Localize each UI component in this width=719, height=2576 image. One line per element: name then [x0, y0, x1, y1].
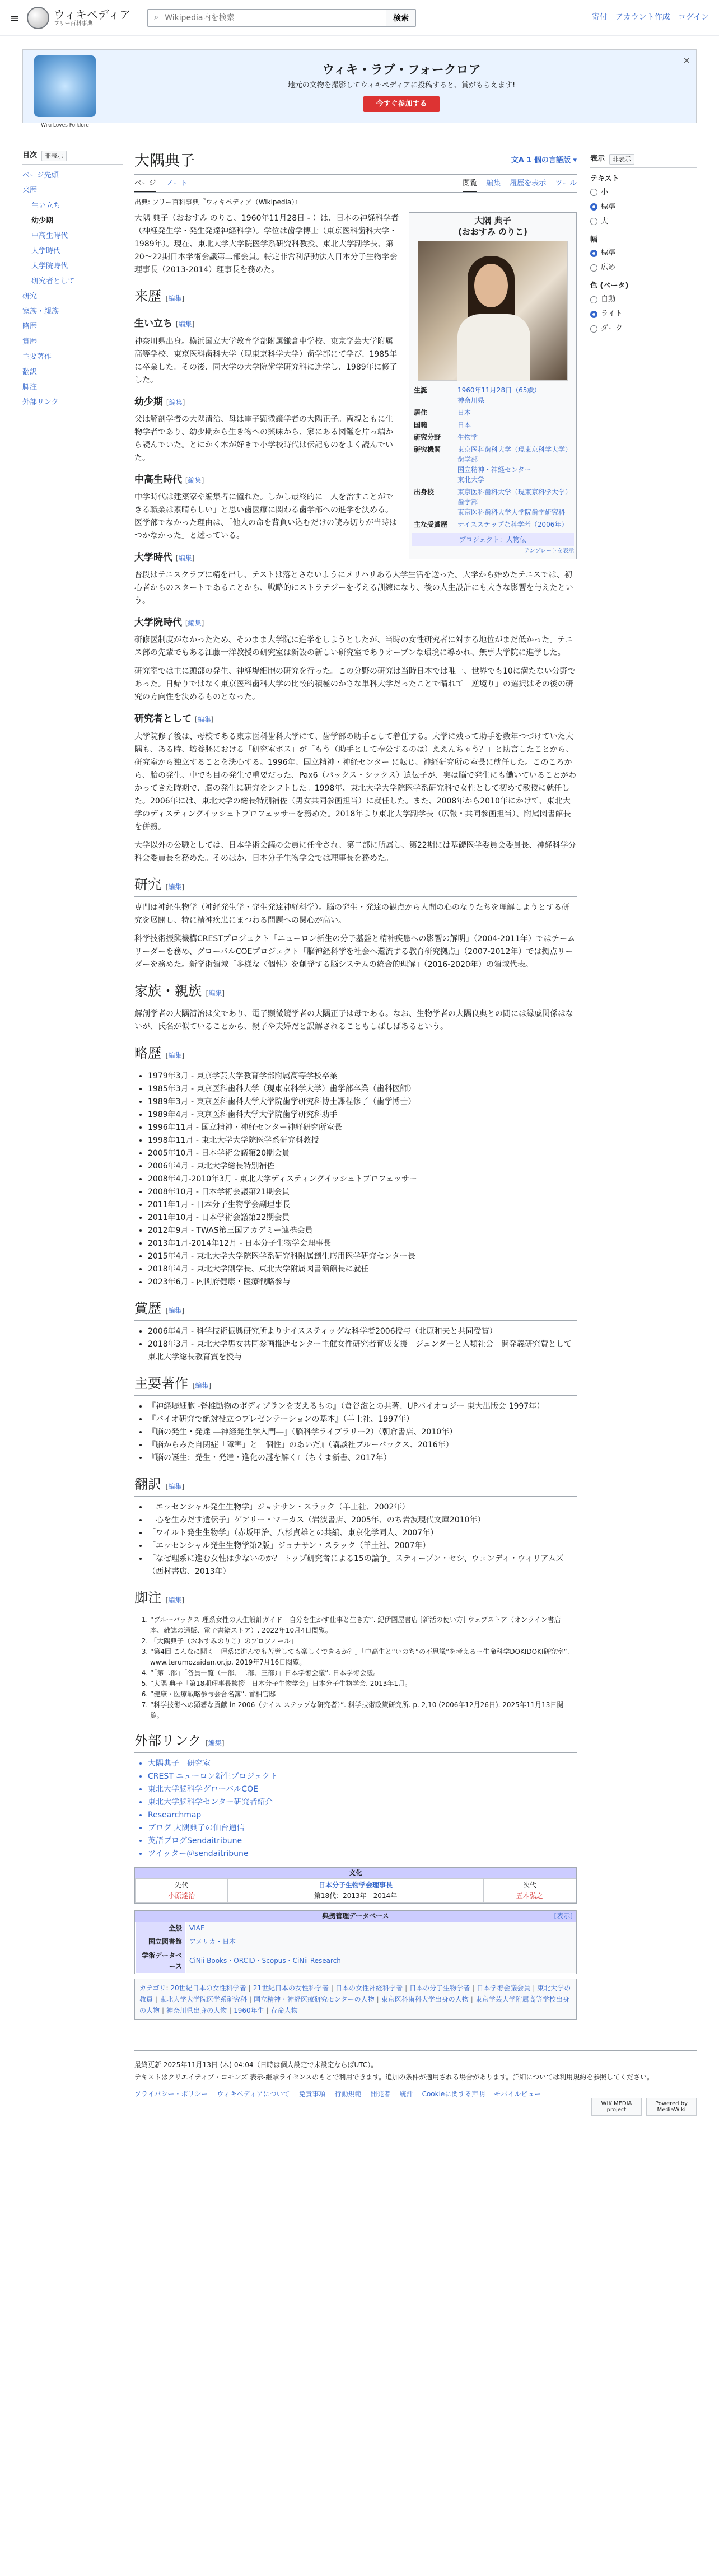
appearance-option[interactable] [590, 260, 697, 275]
banner-description: 地元の文物を撮影してウィキペディアに投稿すると、賞がもらえます! [287, 81, 516, 90]
appearance-title: 表示 [590, 155, 605, 163]
category-separator: | [405, 1984, 408, 1992]
toc-title: 目次 [22, 151, 38, 160]
logo-subtitle: フリー百科事典 [54, 20, 93, 27]
edit-link[interactable]: 編集 [208, 989, 222, 997]
infobox-key: 居住 [414, 409, 428, 417]
edit-link[interactable]: 編集 [168, 1051, 182, 1059]
list-item: • 2008年10月 - 日本学術会議第21期会員 [148, 1186, 577, 1199]
radio-button[interactable] [590, 311, 597, 318]
reference-item: 5. “大隅 典子「第18期理事長挨拶 - 日本分子生物学会」日本分子生物学会. 2013年1月。 [150, 1679, 577, 1689]
toc-item[interactable]: 大学時代 [31, 246, 61, 255]
external-link[interactable]: • 東北大学脳科学センター研究者紹介 [148, 1796, 577, 1809]
references-list [150, 1615, 577, 1721]
infobox-value: 生物学 [457, 433, 478, 442]
edit-link[interactable]: 編集 [169, 398, 183, 406]
list-item: • 「エッセンシャル発生生物学」ジョナサン・スラック（羊土社、2002年） [148, 1501, 577, 1514]
authority-key: 全般 [136, 1922, 186, 1935]
banner-title: ウィキ・ラブ・フォークロア [322, 63, 481, 77]
section-works-title: 主要著作 [134, 1375, 188, 1391]
list-item: • 2018年3月 - 東北大学男女共同参画推進センター主催女性研究者育成支援「ジェンダーと人類社会」開発義研究費として東北大学総長教育賞を授与 [148, 1338, 577, 1364]
page-tabs [134, 178, 577, 193]
section-history: 来歴 [編集] [134, 287, 577, 308]
header [0, 0, 719, 36]
section-high: 中高生時代 [編集] [134, 474, 204, 485]
list-item: • 2012年9月 - TWAS第三国アカデミー連携会員 [148, 1224, 577, 1237]
language-button[interactable]: 文A 1 個の言語版 ▾ [511, 156, 577, 165]
researcher-paragraph-2: 大学以外の公職としては、日本学術会議の会員に任命され、第二部に所属し、第22期には基礎医学委員会委員長、神経科学分科会委員長を務めた。そのほか、日本分子生物学会では理事長を務めた。 [134, 840, 576, 863]
tab-talk[interactable]: ノート [166, 179, 188, 188]
infobox-key: 国籍 [414, 421, 428, 429]
radio-button[interactable] [590, 203, 597, 211]
category-link[interactable]: 21世紀日本の女性科学者 [253, 1984, 329, 1992]
section-awards: 賞歴 [編集] [134, 1299, 577, 1321]
appearance-option-label: 大 [601, 217, 609, 226]
footer-link[interactable]: 開発者 [370, 2090, 391, 2098]
toc-item[interactable]: 翻訳 [22, 367, 38, 376]
category-link[interactable]: 20世紀日本の女性科学者 [170, 1984, 246, 1992]
footer-link[interactable]: 統計 [399, 2090, 413, 2098]
section-child: 幼少期 [編集] [134, 396, 185, 408]
list-item: • 『神経堤細胞 -脊椎動物のボディプランを支えるもの』（倉谷滋との共著、UPバイオロジー 東大出版会 1997年） [148, 1400, 577, 1413]
section-external-links: 外部リンク [編集] [134, 1731, 577, 1753]
reference-item: 2. 「大隅典子（おおすみのりこ）のプロフィール」 [150, 1636, 577, 1647]
text-size-label: テキスト [590, 174, 619, 183]
search-box [147, 9, 416, 27]
radio-button[interactable] [590, 296, 597, 303]
toc-item[interactable]: 研究者として [31, 277, 76, 286]
edit-link[interactable]: 編集 [195, 1381, 209, 1390]
category-link[interactable]: 日本の女性神経科学者 [335, 1984, 403, 1992]
appearance-option[interactable] [590, 321, 697, 336]
list-item: • 『脳の誕生：発生・発達・進化の謎を解く』（ちくま新書、2017年） [148, 1452, 577, 1465]
toc-item[interactable]: 大学院時代 [31, 261, 68, 270]
toc-item[interactable]: 略歴 [22, 322, 38, 331]
category-separator: | [376, 1995, 379, 2003]
edit-link[interactable]: 編集 [168, 294, 182, 303]
navbox-next[interactable]: 五木弘之 [516, 1891, 543, 1900]
authority-control [134, 1910, 577, 1974]
section-works: 主要著作 [編集] [134, 1374, 577, 1396]
section-child-title: 幼少期 [134, 396, 163, 408]
section-family-title: 家族・親族 [134, 983, 202, 999]
tab-history[interactable]: 履歴を表示 [510, 179, 547, 188]
infobox-reading: (おおすみ のりこ) [458, 227, 527, 237]
authority-key: 学術データベース [136, 1949, 186, 1973]
navbox-center-detail: 第18代：2013年 - 2014年 [314, 1891, 398, 1900]
category-link[interactable]: 1960年生 [234, 2007, 264, 2014]
category-separator: | [472, 1984, 475, 1992]
radio-button[interactable] [590, 325, 597, 333]
section-career: 略歴 [編集] [134, 1044, 577, 1065]
list-item: • 1989年3月 - 東京医科歯科大学大学院歯学研究科博士課程修了（歯学博士） [148, 1096, 577, 1109]
appearance-option-label: 広め [601, 263, 616, 272]
logo-title: ウィキペディア [54, 7, 131, 21]
toc-item[interactable]: 来歴 [22, 186, 38, 195]
infobox-key: 主な受賞歴 [414, 521, 448, 529]
donate-link[interactable]: 寄付 [591, 13, 608, 22]
category-link[interactable]: 東京医科歯科大学出身の人物 [381, 1995, 469, 2003]
tab-tools[interactable]: ツール [555, 179, 577, 188]
footer-link[interactable]: ウィキペディアについて [217, 2090, 290, 2098]
infobox-name: 大隅 典子 [474, 216, 511, 226]
appearance-panel [590, 123, 697, 2037]
tab-edit[interactable]: 編集 [486, 179, 501, 188]
researcher-paragraph-1: 大学院修了後は、母校である東京医科歯科大学にて、歯学部の助手として着任する。大学に残って助手を数年つづけていた大隅も、ある時、培養胚における「研究室ボス」が「もう（助手として奉公するのは）ええんちゃう？」と助言したことから、研究室から独立することを決心する。1996年、国立精神・神経センター に転じ、神経研究所の室長に就任した。このころから、胎の発生、中でも目の発生で重要だった、Pax6（パックス・シックス）遺伝子が、実は脳で発生にも働いていることがわかってきた時期で、脳の発生に研究をシフトした。1998年、東北大学大学院医学系研究科で女性として初めて教授に就任した。2006年には、東北大学の総長特別補佐（男女共同参画担当）に就任した。また、2008年から2010年にかけて、東北大学のディスティングイッシュトプロフェッサーを務めた。2018年より東北大学副学長（広報・共同参画担当）、附属図書館長を併務。 [134, 732, 577, 831]
awards-list [148, 1325, 577, 1364]
section-grad: 大学院時代 [編集] [134, 617, 204, 629]
section-translations-title: 翻訳 [134, 1476, 161, 1492]
radio-button[interactable] [590, 264, 597, 272]
appearance-option-label: 小 [601, 188, 609, 197]
radio-button[interactable] [590, 218, 597, 225]
login-link[interactable]: ログイン [678, 13, 709, 22]
article-content [134, 123, 577, 2037]
infobox-value: 日本 [457, 409, 471, 417]
list-item: • 1989年4月 - 東京医科歯科大学大学院歯学研究科助手 [148, 1109, 577, 1121]
list-item: • 2023年6月 - 内閣府健康・医療戦略参与 [148, 1276, 577, 1289]
category-separator: | [249, 1995, 252, 2003]
categories-label[interactable]: カテゴリ [139, 1984, 166, 1992]
external-link[interactable]: • 東北大学脳科学グローバルCOE [148, 1783, 577, 1796]
category-separator: | [533, 1984, 535, 1992]
appearance-option-label: ライト [601, 310, 623, 319]
succession-navbox [134, 1867, 577, 1904]
list-item: • 2015年4月 - 東北大学大学院医学系研究科附属創生応用医学研究センター長 [148, 1250, 577, 1263]
section-grad-title: 大学院時代 [134, 617, 182, 629]
tab-page[interactable]: ページ [134, 178, 156, 192]
category-link[interactable]: 神奈川県出身の人物 [166, 2007, 227, 2014]
birth-paragraph: 神奈川県出身。横浜国立大学教育学部附属鎌倉中学校、東京学芸大学附属高等学校、東京医科歯科大学（現東京科学大学）歯学部にて学び、1985年に卒業した。その後、同大学の大学院歯学研究科に進学し、1989年に修了した。 [134, 336, 398, 385]
external-link[interactable]: • 英語ブログSendaitribune [148, 1835, 577, 1848]
toc-item[interactable]: 研究 [22, 292, 38, 301]
appearance-option[interactable] [590, 200, 697, 214]
category-separator: | [162, 2007, 165, 2014]
page-title-text: 大隅典子 [134, 152, 195, 170]
infobox-value: 1960年11月28日（65歳） 神奈川県 [457, 386, 541, 405]
list-item: • 『脳からみた自閉症「障害」と「個性」のあいだ』（講談社ブルーバックス、2016年） [148, 1439, 577, 1452]
appearance-option-label: ダーク [601, 324, 623, 333]
infobox-key: 研究機関 [414, 446, 441, 454]
child-paragraph: 父は解剖学者の大隅清治、母は電子顕微鏡学者の大隅正子。両親ともに生物学者であり、幼少期から生き物への興味から、家にある図鑑を片っ端から読んでいた。とにかく本が好きで小学校時代は伝記ものをよく読んでいた。 [134, 414, 393, 462]
list-item: • 「なぜ理系に進む女性は少ないのか？ トップ研究者による15の論争」スティーブン・セシ、ウェンディ・ウィリアムズ（西村書店、2013年） [148, 1553, 577, 1578]
list-item: • 2013年1月-2014年12月 - 日本分子生物学会理事長 [148, 1237, 577, 1250]
search-button[interactable]: 検索 [386, 10, 415, 26]
family-paragraph: 解剖学者の大隅清治は父であり、電子顕微鏡学者の大隅正子は母である。なお、生物学者の大隅良典との間には縁戚関係はないが、氏名が似ていることから、親子や夫婦だと誤解されることもしばしばあるという。 [134, 1009, 573, 1031]
appearance-option[interactable] [590, 246, 697, 260]
edit-link[interactable]: 編集 [188, 476, 202, 484]
category-separator: | [229, 2007, 232, 2014]
section-research: 研究 [編集] [134, 875, 577, 897]
section-references-title: 脚注 [134, 1589, 161, 1606]
external-link[interactable]: • ブログ 大隅典子の仙台通信 [148, 1822, 577, 1835]
section-awards-title: 賞歴 [134, 1300, 161, 1316]
navbox-prev-label: 先代 [175, 1881, 189, 1889]
toc-item[interactable]: ページ先頭 [22, 171, 59, 180]
external-links-list [148, 1757, 577, 1860]
authority-show-button[interactable]: [表示] [554, 1912, 573, 1920]
section-univ: 大学時代 [編集] [134, 551, 195, 563]
edit-link[interactable]: 編集 [197, 716, 211, 724]
list-item: • 「エッセンシャル発生生物学第2版」ジョナサン・スラック（羊土社、2007年） [148, 1540, 577, 1553]
category-link[interactable]: 国立精神・神経医療研究センターの人物 [254, 1995, 375, 2003]
career-list [148, 1070, 577, 1289]
section-high-title: 中高生時代 [134, 474, 182, 485]
list-item: • 2008年4月-2010年3月 - 東北大学ディスティングイッシュトプロフェッサー [148, 1173, 577, 1186]
appearance-option-label: 標準 [601, 249, 616, 258]
appearance-option[interactable] [590, 185, 697, 200]
portrait-photo[interactable] [418, 241, 568, 381]
license-text: テキストはクリエイティブ・コモンズ 表示-継承ライセンスのもとで利用できます。追加の条件が適用される場合があります。詳細については利用規約を参照してください。 [134, 2073, 654, 2081]
list-item: • 1979年3月 - 東京学芸大学教育学部附属高等学校卒業 [148, 1070, 577, 1083]
navbox-prev[interactable]: 小原達治 [168, 1891, 195, 1900]
navbox-header: 文化 [135, 1868, 576, 1878]
footer-link[interactable]: プライバシー・ポリシー [134, 2090, 208, 2098]
section-birth: 生い立ち [編集] [134, 318, 195, 330]
appearance-option[interactable] [590, 292, 697, 307]
radio-button[interactable] [590, 189, 597, 196]
authority-key: 国立図書館 [136, 1935, 186, 1949]
wikimedia-badge[interactable]: WIKIMEDIA project [591, 2098, 642, 2116]
reference-item: 1. “ブルーバックス 理系女性の人生設計ガイド―自分を生かす仕事と生き方”. 紀伊國屋書店 [新活の使い方] ウェブストア（オンライン書店 - 本、雑誌の通販、電子書籍ストア）. 2022年10月4日閲覧。 [150, 1615, 577, 1636]
footer-link[interactable]: 免責事項 [298, 2090, 326, 2098]
toc-item[interactable]: 主要著作 [22, 352, 52, 361]
banner-join-button[interactable]: 今すぐ参加する [363, 96, 439, 113]
mediawiki-badge[interactable]: Powered by MediaWiki [646, 2098, 697, 2116]
list-item: • 『バイオ研究で絶対役立つプレゼンテーションの基本』（羊土社、1997年） [148, 1413, 577, 1426]
infobox-key: 研究分野 [414, 433, 441, 442]
banner-image-caption: Wiki Loves Folklore [41, 123, 89, 128]
portal-link[interactable]: プロジェクト：人物伝 [459, 536, 526, 544]
infobox [409, 212, 577, 559]
reference-item: 4. “「第二部」「各員一覧（一部、二部、三部）」日本学術会議”. 日本学術会議。 [150, 1668, 577, 1679]
footer [134, 2050, 697, 2134]
toc-hide-button[interactable]: 非表示 [41, 151, 67, 162]
infobox-value: 東京医科歯科大学（現東京科学大学）歯学部 東京医科歯科大学大学院歯学研究科 [457, 488, 572, 517]
section-references: 脚注 [編集] [134, 1588, 577, 1610]
page-title [134, 149, 577, 175]
category-link[interactable]: 東北大学大学院医学系研究科 [160, 1995, 248, 2003]
last-updated: 最終更新 2025年11月13日 (木) 04:04（日時は個人設定で未設定ならばUTC）。 [134, 2061, 378, 2069]
section-family: 家族・親族 [編集] [134, 981, 577, 1003]
category-separator: | [248, 1984, 251, 1992]
category-separator: | [470, 1995, 473, 2003]
section-birth-title: 生い立ち [134, 318, 172, 330]
category-separator: | [266, 2007, 269, 2014]
list-item: • 2011年1月 - 日本分子生物学会副理事長 [148, 1199, 577, 1212]
category-link[interactable]: 日本の分子生物学者 [409, 1984, 470, 1992]
list-item: • 「心を生みだす遺伝子」ゲアリー・マーカス（岩波書店、2005年、のち岩波現代文庫2010年） [148, 1514, 577, 1527]
section-translations: 翻訳 [編集] [134, 1475, 577, 1497]
section-researcher: 研究者として [編集] [134, 713, 214, 725]
edit-link[interactable]: 編集 [208, 1738, 222, 1747]
list-item: • 2006年4月 - 東北大学総長特別補佐 [148, 1160, 577, 1173]
section-researcher-title: 研究者として [134, 713, 192, 725]
list-item: • 1996年11月 - 国立精神・神経センター神経研究所室長 [148, 1121, 577, 1134]
campaign-banner [22, 49, 697, 128]
language-count: 1 個の言語版 [526, 156, 571, 165]
category-link[interactable]: 東北大学の教員 [139, 1984, 571, 2003]
edit-link[interactable]: 編集 [188, 619, 202, 628]
grad-paragraph-2: 研究室では主に頭部の発生、神経堤細胞の研究を行った。この分野の研究は当時日本では唯一、世界でも10に満たない分野であった。日帰りではなく東京医科歯科大学の比較的積極のかさな単科大学だったことで晴れて「逆境り」の選択はその後の研究の方向性を決めるものとなった。 [134, 667, 576, 702]
template-link[interactable]: テンプレートを表示 [524, 548, 574, 555]
source-note: 出典: フリー百科事典『ウィキペディア（Wikipedia）』 [134, 198, 302, 207]
radio-button[interactable] [590, 250, 597, 257]
section-research-title: 研究 [134, 876, 161, 892]
navbox-next-label: 次代 [522, 1881, 536, 1889]
appearance-option[interactable] [590, 307, 697, 321]
color-label: 色 (ベータ) [590, 282, 629, 291]
list-item: • 2006年4月 - 科学技術振興研究所よりナイススティッグな科学者2006授与（北原和夫と共同受賞） [148, 1325, 577, 1338]
infobox-value: 東京医科歯科大学（現東京科学大学）歯学部 国立精神・神経センター 東北大学 [457, 446, 572, 484]
infobox-key: 生誕 [414, 386, 428, 395]
edit-link[interactable]: 編集 [168, 1482, 182, 1490]
intro-paragraph: 大隅 典子（おおすみ のりこ、1960年11月28日 - ）は、日本の神経科学者（神経発生学・発生発達神経科学）。学位は歯学博士（東京医科歯科大学・1989年）。現在、東北大学大学院医学系研究科教授、東北大学副学長、第20〜22期日本学術会議第二部会員。特定非営利活動法人日本分子生物学会理事長（2013-2014）理事長を務めた。 [134, 214, 399, 275]
search-icon: ⌕ [154, 13, 159, 22]
appearance-option[interactable] [590, 214, 697, 229]
list-item: • 『脳の発生・発達 ―神経発生学入門―』（脳科学ライブラリー2）（朝倉書店、2010年） [148, 1426, 577, 1439]
list-item: • 「ワイルト発生生物学」（赤坂甲治、八杉貞雄との共編、東京化学同人、2007年） [148, 1527, 577, 1540]
grad-paragraph-1: 研修医制度がなかったため、そのまま大学院に進学をしようとしたが、当時の女性研究者に対する地位がまだ低かった。テニス部の先輩でもある江藤一洋教授の研究室は新設の新しい研究室でありオープンな環境に導かれ、無事大学院に進学した。 [134, 635, 573, 658]
reference-item: 3. “第4回 こんなに聞く「理系に進んでも苦労しても楽しくできるか？」「中高生と“いのち”の不思議”を考えるー生命科学DOKIDOKI研究室”. www.terumozaidan.or.jp. 2019年7月16日閲覧。 [150, 1647, 577, 1668]
list-item: • 2011年10月 - 日本学術会議第22期会員 [148, 1212, 577, 1224]
category-box: カテゴリ: 20世紀日本の女性科学者 | 21世紀日本の女性科学者 | 日本の女性神経科学者 | 日本の分子生物学者 | 日本学術会議会員 | 東北大学の教員 | 東北大学大学院医学系研究科 | 国立精神・神経医療研究センターの人物 | 東京医科歯科大学出身の人物 | 東京学芸大学附属高等学校出身の人物 | 神奈川県出身の人物 | 1960年生 | 存命人物 [134, 1979, 577, 2020]
reference-item: 7. “科学技術への顕著な貢献 in 2006（ナイス ステップな研究者）”. 科学技術政策研究所. p. 2,10 (2006年12月26日). 2025年11月13日閲覧。 [150, 1700, 577, 1721]
section-external-links-title: 外部リンク [134, 1732, 202, 1748]
toc-item[interactable]: 賞歴 [22, 337, 38, 346]
research-paragraph-2: 科学技術振興機構CRESTプロジェクト「ニューロン新生の分子基盤と精神疾患への影響の解明」（2004-2011年）ではチームリーダーを務め、グローバルCOEプロジェクト「脳神経科学を社会へ還流する教育研究拠点」（2007-2012年）では拠点リーダーを務めた。新学術領域「多様な〈個性〉を創発する脳システムの統合的理解」（2016-2020年）の領域代表。 [134, 934, 575, 969]
tab-read[interactable]: 閲覧 [463, 178, 477, 192]
translations-list [148, 1501, 577, 1578]
infobox-key: 出身校 [414, 488, 435, 497]
high-paragraph: 中学時代は建築家や編集者に憧れた。しかし最終的に「人を治すことができる職業は素晴らしい」と思い歯医療に関わる歯学部への進学を決める。医学部でなかった理由は、「他人の命を背負い込むだけの読み切りが当時はつかなかった」と述っている。 [134, 492, 397, 540]
authority-header: 典拠管理データベース [322, 1912, 389, 1920]
navbox-center-title[interactable]: 日本分子生物学会理事長 [318, 1881, 393, 1889]
toc-item[interactable]: 外部リンク [22, 398, 59, 406]
works-list [148, 1400, 577, 1465]
wikipedia-logo[interactable] [27, 7, 130, 29]
reference-item: 6. “健康・医療戦略参与会合名簿”. 首相官邸 [150, 1689, 577, 1700]
appearance-option-label: 自動 [601, 295, 616, 304]
globe-icon [27, 7, 49, 29]
toc-item[interactable]: 幼少期 [31, 216, 54, 225]
research-paragraph-1: 専門は神経生物学（神経発生学・発生発達神経科学）。脳の発生・発達の観点から人間の心のなりたちを理解しようとする研究を展開し、特に精神疾患にまつわる問題への関心が高い。 [134, 903, 569, 925]
category-link[interactable]: 日本学術会議会員 [477, 1984, 531, 1992]
appearance-hide-button[interactable]: 非表示 [609, 154, 634, 165]
infobox-value: ナイスステップな科学者（2006年） [457, 521, 568, 529]
create-account-link[interactable]: アカウント作成 [615, 13, 670, 22]
list-item: • 1998年11月 - 東北大学大学院医学系研究科教授 [148, 1134, 577, 1147]
authority-value[interactable]: アメリカ・日本 [186, 1935, 576, 1949]
edit-link[interactable]: 編集 [168, 882, 182, 891]
toc-item[interactable]: 中高生時代 [31, 231, 68, 240]
external-link[interactable]: • CREST ニューロン新生プロジェクト [148, 1770, 577, 1783]
category-link[interactable]: 存命人物 [270, 2007, 298, 2014]
authority-value[interactable]: VIAF [186, 1922, 576, 1935]
section-career-title: 略歴 [134, 1045, 161, 1061]
edit-link[interactable]: 編集 [178, 320, 192, 329]
external-link[interactable]: • 大隅典子 研究室 [148, 1757, 577, 1770]
section-history-title: 来歴 [134, 288, 161, 305]
infobox-value: 日本 [457, 421, 471, 429]
toc-item[interactable]: 生い立ち [31, 201, 61, 210]
authority-value[interactable]: CiNii Books・ORCID・Scopus・CiNii Research [186, 1949, 576, 1973]
category-separator: | [331, 1984, 334, 1992]
external-link[interactable]: • Researchmap [148, 1809, 577, 1822]
table-of-contents [22, 123, 123, 2037]
banner-image [34, 55, 96, 128]
list-item: • 1985年3月 - 東京医科歯科大学（現東京科学大学）歯学部卒業（歯科医師） [148, 1083, 577, 1096]
section-univ-title: 大学時代 [134, 551, 172, 563]
width-label: 幅 [590, 235, 598, 244]
list-item: • 2018年4月 - 東北大学副学長、東北大学附属図書館館長に就任 [148, 1263, 577, 1276]
footer-link[interactable]: Cookieに関する声明 [422, 2090, 485, 2098]
hamburger-icon[interactable]: ≡ [10, 11, 20, 25]
univ-paragraph: 普段はテニスクラブに精を出し、テストは落とさないようにメリハリある大学生活を送った。大学から始めたテニスでは、初心者からのスタートであることから、戦略的にストラテジーを考える訓練になり、後の人生設計にも大きな影響を与えたという。 [134, 571, 573, 606]
appearance-option-label: 標準 [601, 202, 616, 211]
edit-link[interactable]: 編集 [178, 554, 192, 562]
list-item: • 2005年10月 - 日本学術会議第20期会員 [148, 1147, 577, 1160]
edit-link[interactable]: 編集 [168, 1306, 182, 1315]
toc-item[interactable]: 家族・親族 [22, 307, 59, 316]
edit-link[interactable]: 編集 [168, 1596, 182, 1604]
external-link[interactable]: • ツイッター＠sendaitribune [148, 1848, 577, 1860]
footer-link[interactable]: モバイルビュー [494, 2090, 541, 2098]
footer-link[interactable]: 行動規範 [334, 2090, 362, 2098]
search-input[interactable] [165, 10, 386, 26]
toc-item[interactable]: 脚注 [22, 382, 38, 391]
category-separator: | [155, 1995, 158, 2003]
category-link[interactable]: 東京学芸大学附属高等学校出身の人物 [139, 1995, 569, 2014]
close-icon[interactable]: × [683, 55, 690, 66]
